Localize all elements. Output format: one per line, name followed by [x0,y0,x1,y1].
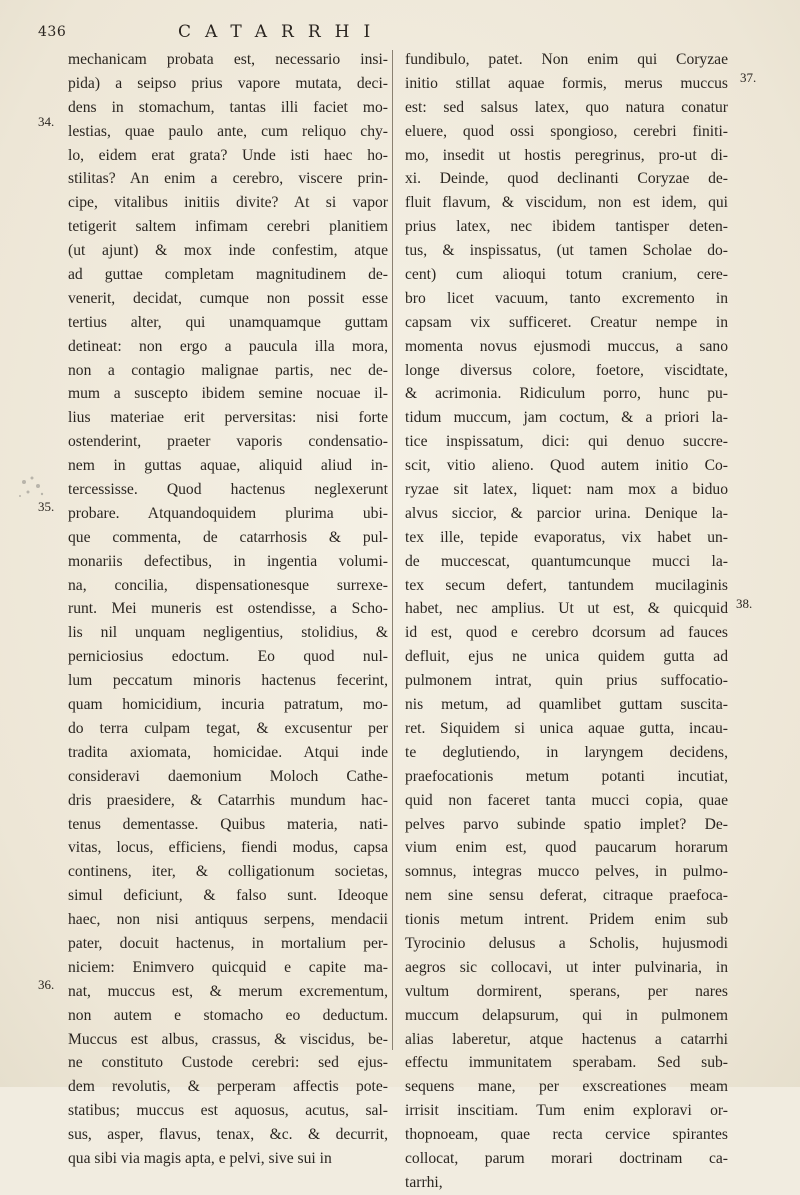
text-line: statibus; muccus est aquosus, acutus, sal- [68,1102,388,1120]
text-line: lum peccatum minoris hactenus fecerint, [68,672,388,690]
text-line: irrisit inscitiam. Tum enim exploravi or- [405,1102,728,1120]
text-line: haec, non nisi antiquus serpens, mendacii [68,911,388,929]
text-line: monariis defectibus, in ingentia volumi- [68,552,388,570]
text-line: pelves parvo subinde spatio implet? De- [405,815,728,833]
text-line: probare. Atquandoquidem plurima ubi- [68,504,388,522]
text-line: lestias, quae paulo ante, cum reliquo chy- [68,122,388,140]
right-text-column [405,48,728,1195]
left-text-column [68,48,388,1171]
text-line: cipe, vitalibus initiis divite? At si vapor [68,194,388,212]
text-line: lis nil unquam negligentius, stolidius, & [68,624,388,642]
margin-number-37: 37. [740,70,757,85]
text-line: tex ille, tepide evaporatus, vix habet un- [405,528,728,546]
text-line: eluere, quod ossi spongioso, cerebri finiti- [405,122,728,140]
text-line: ad guttae completam magnitudinem de- [68,266,388,284]
text-line: quam homicidium, incuria patratum, mo- [68,696,388,714]
text-line: bro licet vacuum, tanto excremento in [405,289,728,307]
text-line: nem sine sensu deferat, citraque praefoca- [405,887,728,905]
text-line: alias laberetur, atque hactenus a catarrhi [405,1030,728,1048]
text-line: pida) a seipso prius vapore mutata, deci- [68,74,388,92]
text-line: Muccus est albus, crassus, & viscidus, be- [68,1030,388,1048]
text-line: tice inspissatum, dici: qui denuo succre- [405,433,728,451]
text-line: dem revolutis, & perperam affectis pote- [68,1078,388,1096]
text-line: lo, eidem erat grata? Unde isti haec ho- [68,146,388,164]
text-line: ret. Siquidem si unica aquae gutta, incau- [405,719,728,737]
text-line: dens in stomachum, tantas illi faciet mo- [68,98,388,116]
text-line: dris praesidere, & Catarrhis mundum hac- [68,791,388,809]
text-line: Tyrocinio delusus a Scholis, hujusmodi [405,934,728,952]
text-line: nat, muccus est, & merum excrementum, [68,982,388,1000]
text-line: lius materiae erit perversitas: nisi forte [68,409,388,427]
text-line: praefocationis metum potanti incutiat, [405,767,728,785]
text-line: muccum delapsurum, qui in pulmonem [405,1006,728,1024]
text-line: tarrhi, [405,1173,443,1191]
margin-number-36: 36. [38,977,55,992]
text-line: prius latex, nec ibidem tantisper deten- [405,218,728,236]
text-line: vium enim est, quod paucarum horarum [405,839,728,857]
text-line: collocat, parum morari doctrinam ca- [405,1149,728,1167]
text-line: non autem e stomacho eo deductum. [68,1006,388,1024]
text-line: niciem: Enimvero quicquid e capite ma- [68,958,388,976]
text-line: sus, asper, flavus, tenax, &c. & decurrit, [68,1126,388,1144]
text-line: detineat: non ergo a paucula illa mora, [68,337,388,355]
column-divider [392,50,393,1050]
text-line: continens, iter, & colligationum societas, [68,863,388,881]
text-line: tradita axiomata, homicidae. Atqui inde [68,743,388,761]
text-line: alvus siccior, & parcior urina. Denique la- [405,504,728,522]
text-line: nis metum, ad quamlibet guttam suscita- [405,696,728,714]
text-line: perniciosius edoctum. Eo quod nul- [68,648,388,666]
text-line: ostenderint, praeter vaporis condensatio- [68,433,388,451]
text-line: ryzae sit latex, liquet: nam mox a biduo [405,481,728,499]
text-line: vultum dormirent, sperans, per nares [405,982,728,1000]
text-line: runt. Mei muneris est ostendisse, a Scho- [68,600,388,618]
text-line: stilitas? An enim a cerebro, viscere prin- [68,170,388,188]
text-line: habet, nec amplius. Ut ut est, & quicquid [405,600,728,618]
text-line: non a contagio malignae partis, nec de- [68,361,388,379]
text-line: vitas, locus, efficiens, fiendi modus, capsa [68,839,388,857]
text-line: fundibulo, patet. Non enim qui Coryzae [405,51,728,68]
margin-number-38: 38. [736,596,753,611]
margin-number-35: 35. [38,499,55,514]
text-line: xi. Deinde, quod declinanti Coryzae de- [405,170,728,188]
text-line: somnus, integras mucco pelves, in pulmo- [405,863,728,881]
text-line: initio stillat aquae formis, merus muccus [405,74,728,92]
text-line: simul deficiunt, & falso sunt. Ideoque [68,887,388,905]
text-line: ne constituto Custode cerebri: sed ejus- [68,1054,388,1072]
text-line: aegros sic collocavi, ut inter pulvinaria, in [405,958,728,976]
text-line: id est, quod e cerebro dcorsum ad fauces [405,624,728,642]
text-line: fluit flavum, & viscidum, non est idem, qui [405,194,728,212]
text-line: sequens mane, per exscreationes meam [405,1078,728,1096]
text-line: consideravi daemonium Moloch Cathe- [68,767,388,785]
text-line: longe diversus colore, foetore, viscidtate, [405,361,728,379]
text-line: pulmonem intrat, quin prius suffocatio- [405,672,728,690]
text-line: de muccescat, quantumcunque mucci la- [405,552,728,570]
text-line: quid non faceret tanta mucci copia, quae [405,791,728,809]
text-line: na, concilia, dispensationesque surrexe- [68,576,388,594]
text-line: venerit, decidat, cumque non possit esse [68,289,388,307]
text-line: do terra culpam tegat, & excusentur per [68,719,388,737]
text-line: tenus dementasse. Quibus materia, nati- [68,815,388,833]
text-line: tidum muccum, jam coctum, & a priori la- [405,409,728,427]
text-line: defluit, ejus ne unica quidem gutta ad [405,648,728,666]
text-line: effectu immunitatem sperabam. Sed sub- [405,1054,728,1072]
text-line: momenta novus ejusmodi muccus, a sano [405,337,728,355]
text-line: pater, docuit hactenus, in mortalium per- [68,934,388,952]
text-line: tetigerit saltem infimam cerebri planitiem [68,218,388,236]
text-line: mo, insedit ut hostis peregrinus, pro-ut di- [405,146,728,164]
ink-stain-mark [12,468,54,508]
text-line: est: sed salsus latex, quo natura conatur [405,98,728,116]
text-line: nem in guttas aquae, aliquid aliud in- [68,457,388,475]
text-line: mum a suscepto ibidem semine nocuae il- [68,385,388,403]
text-line: scit, vitio alieno. Quod autem initio Co- [405,457,728,475]
text-line: & acrimonia. Ridiculum porro, hunc pu- [405,385,728,403]
text-line: tex secum defert, tantundem mucilaginis [405,576,728,594]
page-number: 436 [38,24,67,40]
text-line: mechanicam probata est, necessario insi- [68,51,388,68]
text-line: te deglutiendo, in laryngem decidens, [405,743,728,761]
text-line: capsam vix sufficeret. Creatur nempe in [405,313,728,331]
margin-number-34: 34. [38,114,55,129]
text-line: (ut ajunt) & mox inde confestim, atque [68,242,388,260]
text-line: tus, & inspissatus, (ut tamen Scholae do- [405,242,728,260]
text-line: tercessisse. Quod hactenus neglexerunt [68,481,388,499]
text-line: tionis metum intrent. Pridem enim sub [405,911,728,929]
text-line: qua sibi via magis apta, e pelvi, sive sui in [68,1149,332,1167]
text-line: thopnoeam, quae recta cervice spirantes [405,1126,728,1144]
text-line: cent) cum alioqui totum cranium, cere- [405,266,728,284]
text-line: tertius alter, qui unamquamque guttam [68,313,388,331]
text-line: que commenta, de catarrhosis & pul- [68,528,388,546]
running-title: CATARRHI [178,22,385,42]
